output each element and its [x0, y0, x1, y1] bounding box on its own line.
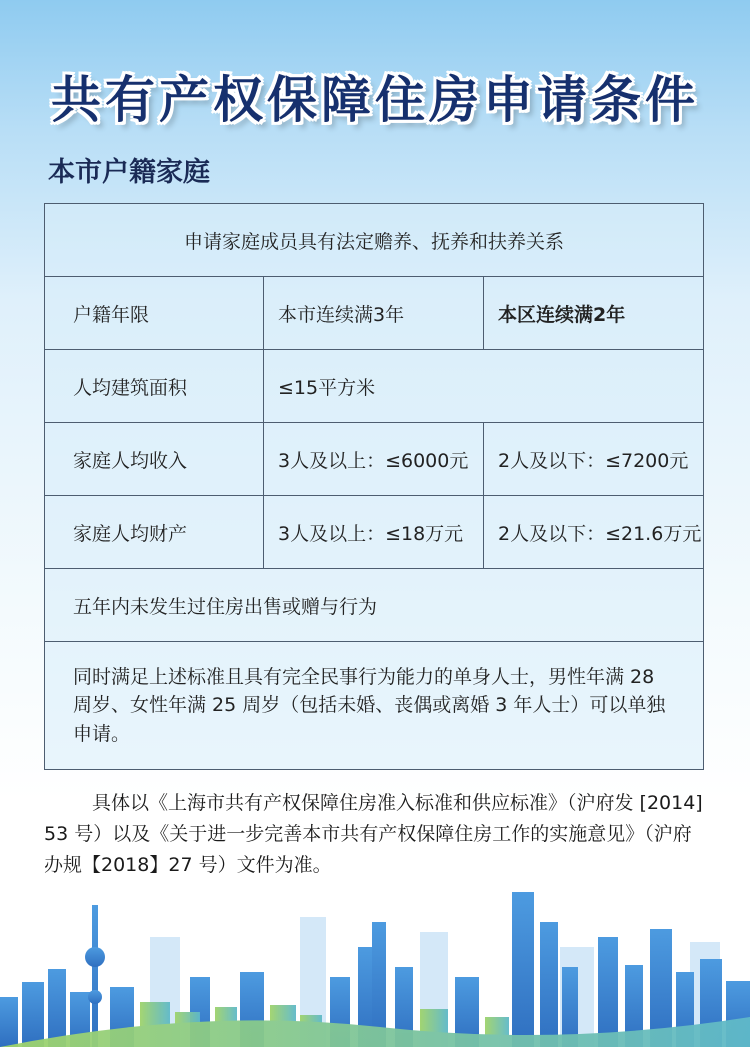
table-row — [45, 277, 703, 350]
single-applicant-condition: 同时满足上述标准且具有完全民事行为能力的单身人士，男性年满 28 周岁、女性年满 25 周岁（包括未婚、丧偶或离婚 3 年人士）可以单独申请。 — [73, 665, 666, 745]
income-2less-value: 2人及以下：≤7200元 — [498, 449, 689, 472]
table-row — [45, 642, 703, 769]
table-row — [45, 350, 703, 423]
area-per-person-label: 人均建筑面积 — [45, 350, 264, 422]
reference-note — [44, 788, 706, 881]
area-per-person-value: ≤15平方米 — [278, 376, 376, 399]
city-skyline-illustration — [0, 877, 750, 1047]
assets-3plus-value: 3人及以上：≤18万元 — [264, 496, 484, 568]
income-3plus-value: 3人及以上：≤6000元 — [264, 423, 484, 495]
table-row — [45, 496, 703, 569]
page-title: 共有产权保障住房申请条件 — [51, 71, 699, 129]
assets-label: 家庭人均财产 — [45, 496, 264, 568]
reference-note-text: 具体以《上海市共有产权保障住房准入标准和供应标准》（沪府发 [2014] 53 号）以及《关于进一步完善本市共有产权保障住房工作的实施意见》（沪府办规【2018】27 号）文件为准。 — [44, 792, 703, 876]
table-row — [45, 569, 703, 642]
residence-years-label: 户籍年限 — [45, 277, 264, 349]
no-sale-condition: 五年内未发生过住房出售或赠与行为 — [73, 595, 378, 618]
family-relation-condition: 申请家庭成员具有法定赡养、抚养和扶养关系 — [183, 230, 564, 253]
conditions-table — [44, 203, 704, 770]
table-row — [45, 423, 703, 496]
section-subtitle: 本市户籍家庭 — [48, 157, 210, 188]
residence-district-value: 本区连续满2年 — [498, 303, 626, 326]
assets-2less-value: 2人及以下：≤21.6万元 — [498, 522, 702, 545]
income-label: 家庭人均收入 — [45, 423, 264, 495]
residence-city-value: 本市连续满3年 — [264, 277, 484, 349]
table-row — [45, 204, 703, 277]
